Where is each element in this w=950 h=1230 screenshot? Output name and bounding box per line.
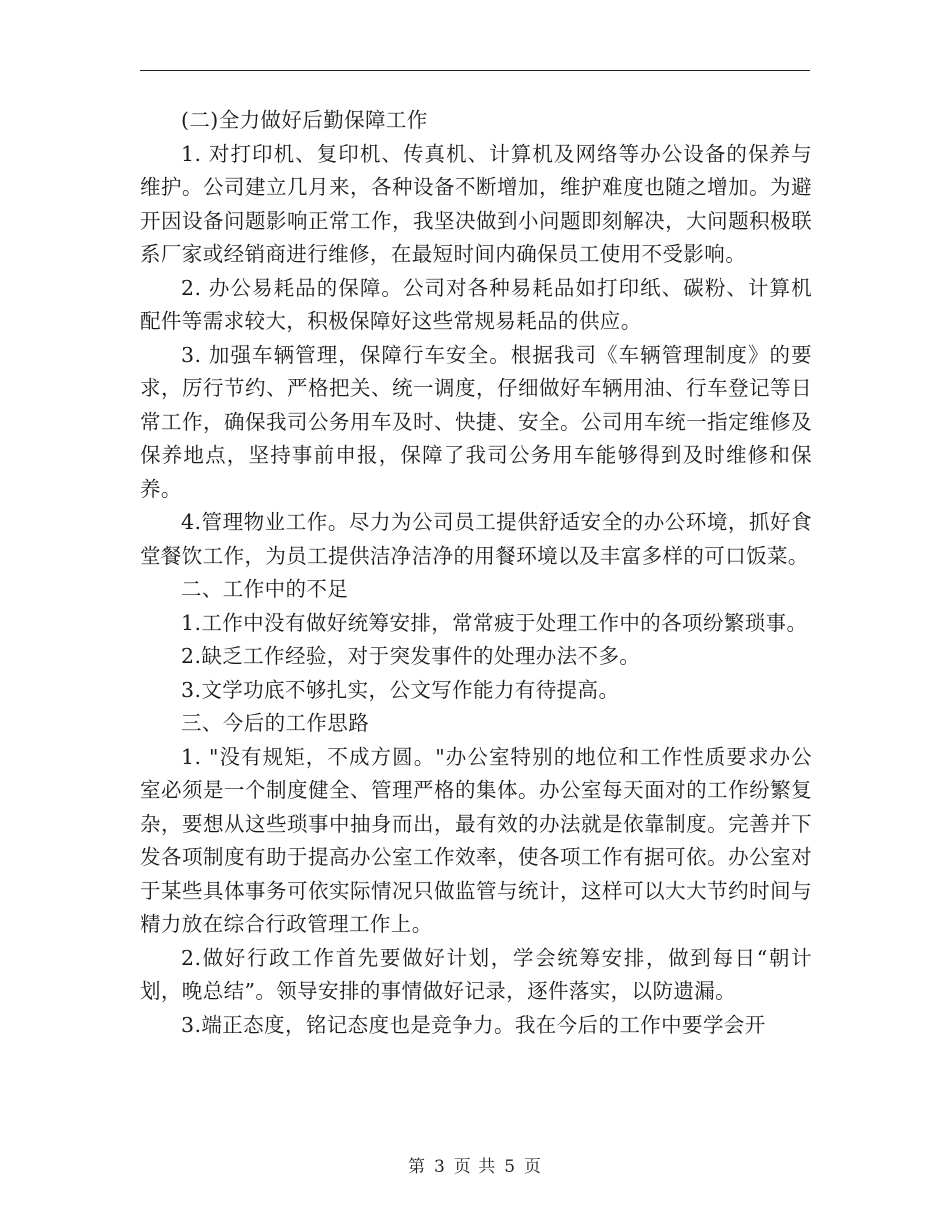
paragraph-equipment-maintenance: 1. 对打印机、复印机、传真机、计算机及网络等办公设备的保养与维护。公司建立几月来，各种设备不断增加，维护难度也随之增加。为避开因设备问题影响正常工作，我坚决做到小问题即刻解决，大问题积极联系厂家或经销商进行维修，在最短时间内确保员工使用不受影响。	[140, 141, 812, 266]
paragraph-plan-2: 2.做好行政工作首先要做好计划，学会统筹安排，做到每日“朝计划，晚总结”。领导安排的事情做好记录，逐件落实，以防遗漏。	[140, 945, 812, 1003]
paragraph-consumables: 2. 办公易耗品的保障。公司对各种易耗品如打印纸、碳粉、计算机配件等需求较大，积极保障好这些常规易耗品的供应。	[140, 275, 812, 333]
document-body	[140, 104, 812, 1042]
section-heading-shortcomings: 二、工作中的不足	[181, 577, 349, 601]
footer-total-pages: 5	[504, 1157, 517, 1177]
footer-prefix: 第	[407, 1157, 426, 1177]
paragraph-shortcoming-2: 2.缺乏工作经验，对于突发事件的处理办法不多。	[181, 644, 641, 668]
page-footer	[0, 1152, 950, 1177]
paragraph-plan-3: 3.端正态度，铭记态度也是竞争力。我在今后的工作中要学会开	[181, 1012, 766, 1037]
paragraph-shortcoming-3: 3.文学功底不够扎实，公文写作能力有待提高。	[181, 677, 620, 702]
section-heading-logistics: (二)全力做好后勤保障工作	[181, 108, 428, 132]
paragraph-shortcoming-1: 1.工作中没有做好统筹安排，常常疲于处理工作中的各项纷繁琐事。	[181, 610, 808, 635]
paragraph-property-management: 4.管理物业工作。尽力为公司员工提供舒适安全的办公环境，抓好食堂餐饮工作，为员工提供洁净洁净的用餐环境以及丰富多样的可口饭菜。	[140, 510, 812, 568]
paragraph-plan-1: 1. "没有规矩，不成方圆。"办公室特别的地位和工作性质要求办公室必须是一个制度健全、管理严格的集体。办公室每天面对的工作纷繁复杂，要想从这些琐事中抽身而出，最有效的办法就是依靠制度。完善并下发各项制度有助于提高办公室工作效率，使各项工作有据可依。办公室对于某些具体事务可依实际情况只做监管与统计，这样可以大大节约时间与精力放在综合行政管理工作上。	[140, 744, 812, 936]
footer-middle: 页 共	[453, 1157, 497, 1177]
header-rule	[140, 70, 810, 71]
section-heading-future-plans: 三、今后的工作思路	[181, 711, 370, 735]
footer-suffix: 页	[524, 1157, 543, 1177]
footer-current-page: 3	[433, 1157, 446, 1177]
paragraph-vehicle-management: 3. 加强车辆管理，保障行车安全。根据我司《车辆管理制度》的要求，厉行节约、严格把关、统一调度，仔细做好车辆用油、行车登记等日常工作，确保我司公务用车及时、快捷、安全。公司用车统一指定维修及保养地点，坚持事前申报，保障了我司公务用车能够得到及时维修和保养。	[140, 342, 812, 501]
